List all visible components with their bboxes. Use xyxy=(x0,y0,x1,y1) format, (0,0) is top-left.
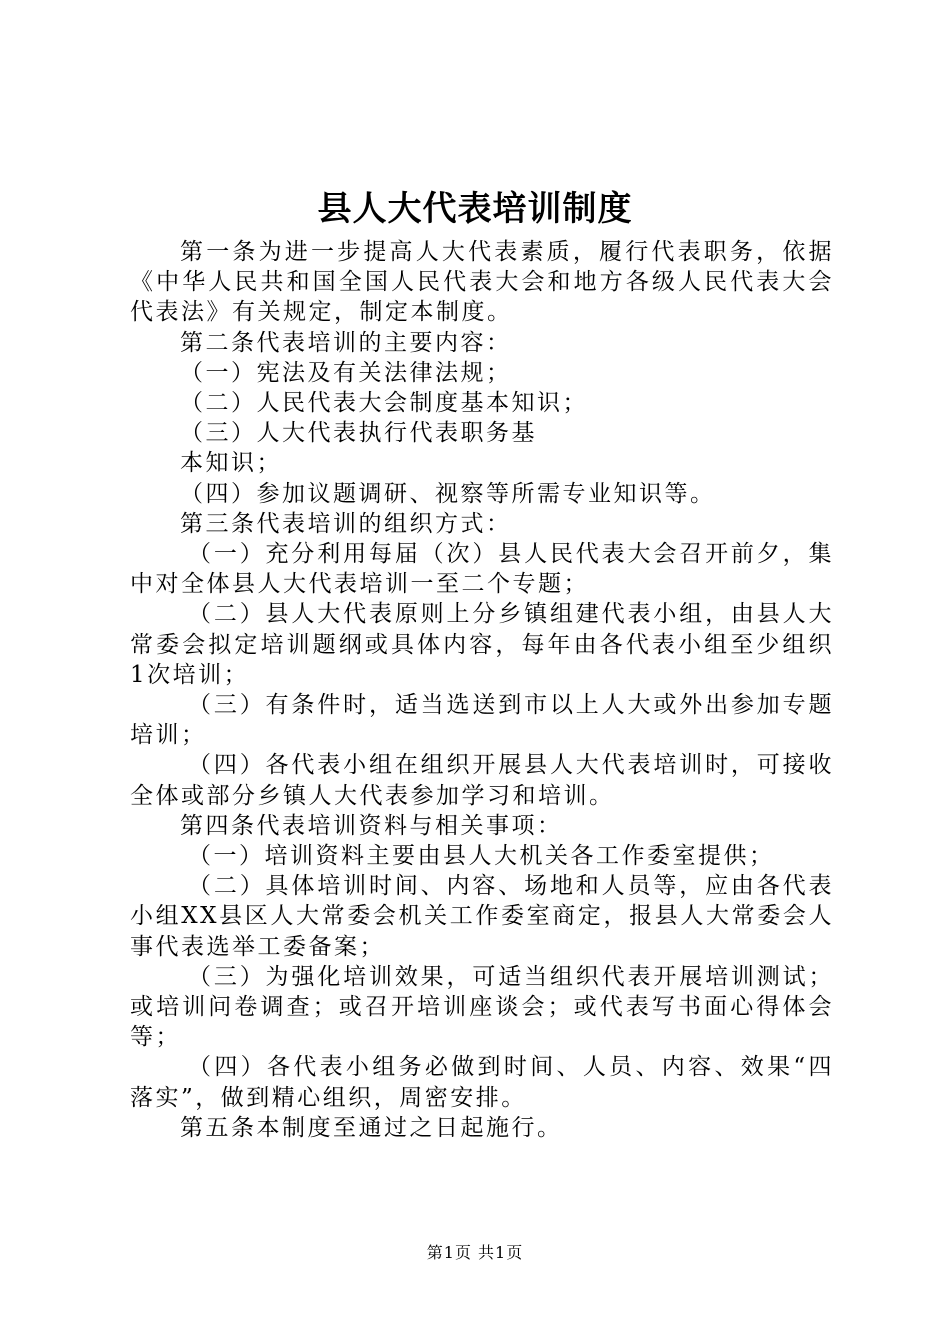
paragraph: （一）宪法及有关法律法规； xyxy=(180,359,512,386)
paragraph: （三）人大代表执行代表职务基 xyxy=(180,420,537,447)
paragraph: （二）人民代表大会制度基本知识； xyxy=(180,390,588,417)
paragraph: 第三条代表培训的组织方式： xyxy=(180,510,512,537)
paragraph: 第二条代表培训的主要内容： xyxy=(180,329,512,356)
paragraph: 第一条为进一步提高人大代表素质，履行代表职务，依据《中华人民共和国全国人民代表大会和地方各级人民代表大会代表法》有关规定，制定本制度。 xyxy=(130,239,834,326)
paragraph: （二）县人大代表原则上分乡镇组建代表小组，由县人大常委会拟定培训题纲或具体内容，每年由各代表小组至少组织1次培训； xyxy=(130,601,834,688)
paragraph: （四）各代表小组务必做到时间、人员、内容、效果“四落实”，做到精心组织，周密安排。 xyxy=(130,1054,834,1111)
paragraph: 本知识； xyxy=(180,450,282,477)
paragraph: 第四条代表培训资料与相关事项： xyxy=(180,812,563,839)
paragraph: （四）参加议题调研、视察等所需专业知识等。 xyxy=(180,480,716,507)
paragraph: 第五条本制度至通过之日起施行。 xyxy=(180,1114,563,1141)
paragraph: （三）有条件时，适当选送到市以上人大或外出参加专题培训； xyxy=(130,692,834,749)
paragraph: （一）培训资料主要由县人大机关各工作委室提供； xyxy=(188,843,775,870)
paragraph: （四）各代表小组在组织开展县人大代表培训时，可接收全体或部分乡镇人大代表参加学习和培训。 xyxy=(130,752,834,809)
paragraph: （一）充分利用每届（次）县人民代表大会召开前夕，集中对全体县人大代表培训一至二个专题； xyxy=(130,541,834,598)
paragraph: （二）具体培训时间、内容、场地和人员等，应由各代表小组XX县区人大常委会机关工作委室商定，报县人大常委会人事代表选举工委备案； xyxy=(130,873,834,960)
document-body xyxy=(130,237,834,1143)
document-title: 县人大代表培训制度 xyxy=(317,189,633,229)
paragraph: （三）为强化培训效果，可适当组织代表开展培训测试；或培训问卷调查；或召开培训座谈会；或代表写书面心得体会等； xyxy=(130,963,834,1051)
page-footer: 第1页 共1页 xyxy=(426,1243,524,1262)
